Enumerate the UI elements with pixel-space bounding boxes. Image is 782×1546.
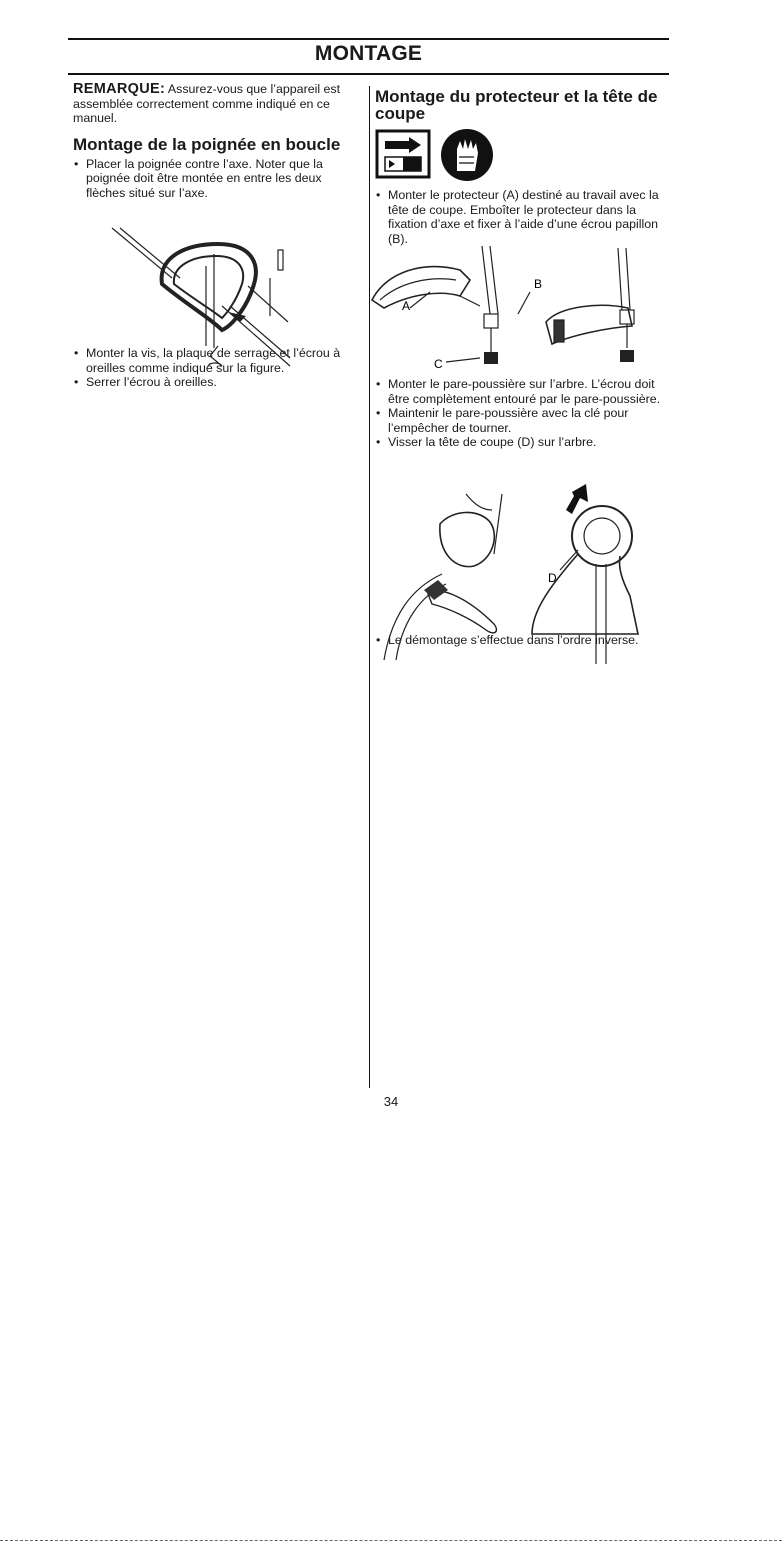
- guard-bullets-a: [375, 188, 665, 246]
- section-title-guard: Montage du protecteur et la tête de coupe: [375, 87, 658, 123]
- note-label: REMARQUE:: [73, 81, 166, 97]
- manual-icon: [377, 131, 429, 177]
- list-item: • Serrer l’écrou à oreilles.: [73, 375, 363, 390]
- list-item: • Monter le protecteur (A) destiné au travail avec la tête de coupe. Emboîter le protecteur dans la fixation d’axe et fixer à l’aide d’une écrou papillon (B).: [375, 188, 665, 246]
- cutting-head-illustration: [382, 484, 654, 664]
- title-underline: [68, 73, 669, 75]
- list-item: • Maintenir le pare-poussière avec la clé pour l’empêcher de tourner.: [375, 406, 665, 435]
- label-d: D: [548, 571, 557, 585]
- handle-bullets-a: [73, 157, 363, 201]
- note-text: Assurez-vous que l’appareil est assemblée correctement comme indiqué en ce manuel.: [73, 82, 341, 125]
- column-divider: [369, 86, 370, 1088]
- guard-bullets-b: [375, 377, 665, 450]
- label-a: A: [402, 299, 411, 313]
- instruction-icons: [375, 127, 525, 183]
- list-item: • Le démontage s’effectue dans l’ordre inverse.: [375, 633, 665, 648]
- gloves-icon: [441, 129, 493, 181]
- guard-mounting-illustration: [370, 244, 660, 378]
- loop-handle-illustration: [110, 226, 350, 372]
- bottom-crop-line: [0, 1540, 782, 1541]
- list-item: • Placer la poignée contre l’axe. Noter que la poignée doit être montée en entre les deux flèches situé sur l’axe.: [73, 157, 363, 201]
- top-rule: [68, 38, 669, 40]
- list-item: • Monter le pare-poussière sur l’arbre. L’écrou doit être complètement entouré par le pare-poussière.: [375, 377, 665, 406]
- note-paragraph: [73, 82, 363, 126]
- label-b: B: [534, 277, 543, 291]
- list-item: • Visser la tête de coupe (D) sur l’arbre.: [375, 435, 665, 450]
- label-c: C: [434, 357, 443, 371]
- list-item: • Monter la vis, la plaque de serrage et l’écrou à oreilles comme indiqué sur la figure.: [73, 346, 363, 375]
- page-title: MONTAGE: [314, 42, 423, 65]
- page-number: 34: [383, 1094, 399, 1109]
- section-title-handle: Montage de la poignée en boucle: [73, 134, 341, 154]
